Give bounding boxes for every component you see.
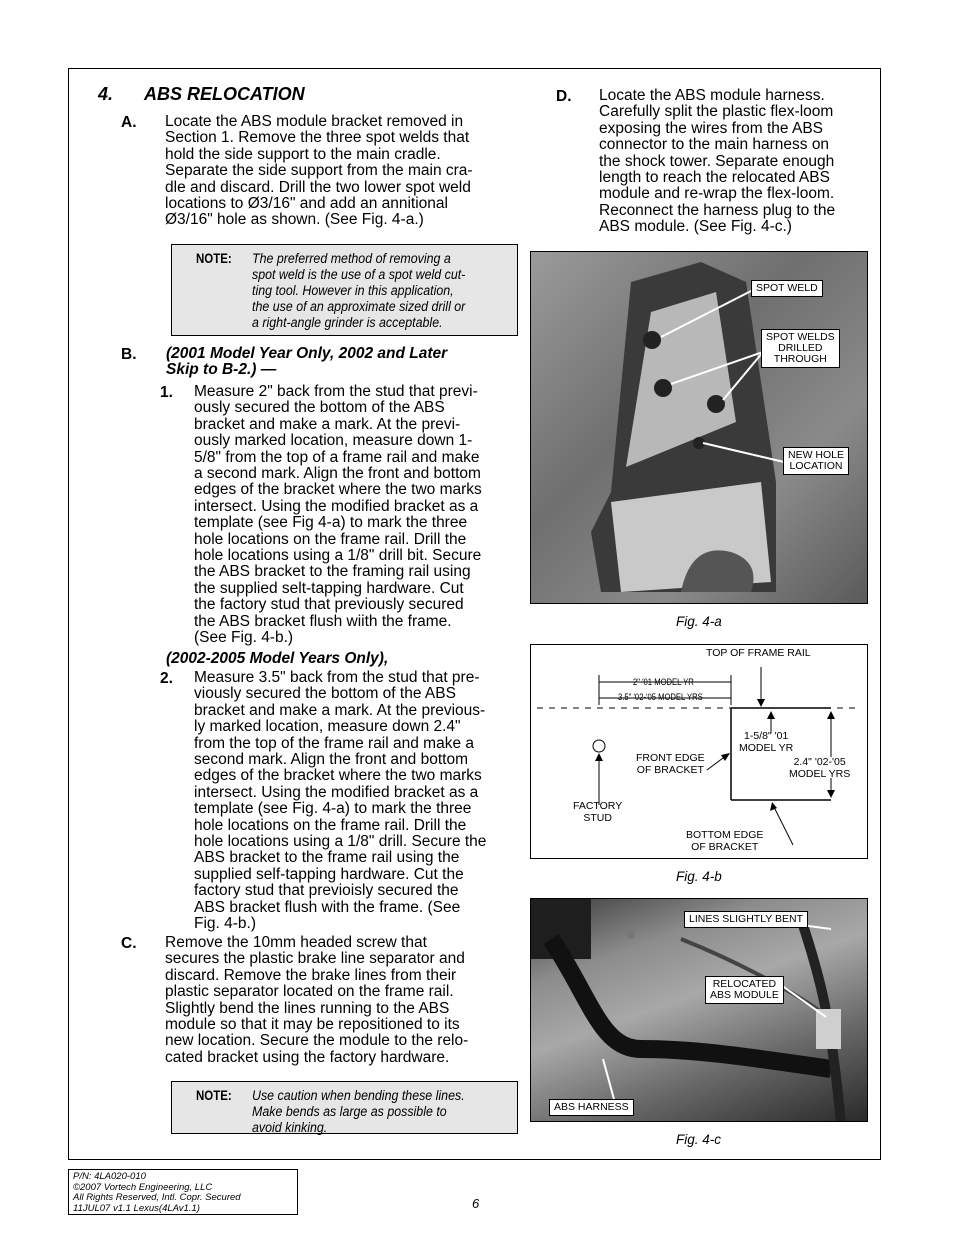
engine-bay-illustration — [531, 899, 868, 1122]
step-a-text: Locate the ABS module bracket removed in Section 1. Remove the three spot welds that hold the side support to the main cradle. Separate the side support from the main cra- dle and discard. Drill the two lower spot weld locations to Ø3/16" and add an annitional Ø3/16" hole as shown. (See Fig. 4-a.) — [165, 113, 473, 229]
callout-abs-harness: ABS HARNESS — [549, 1099, 634, 1116]
step-c-label: C. — [121, 935, 137, 952]
label-front-edge: FRONT EDGE OF BRACKET — [636, 752, 705, 776]
note-box-1 — [171, 244, 518, 336]
drilled-hole-1 — [654, 379, 672, 397]
step-a-label: A. — [121, 114, 137, 131]
label-top-of-frame-rail: TOP OF FRAME RAIL — [706, 647, 811, 659]
section-title-text: ABS RELOCATION — [144, 84, 305, 104]
section-title — [98, 84, 305, 105]
fig-4a-photo — [530, 251, 868, 604]
step-b2-text: Measure 3.5" back from the stud that pre- viously secured the bottom of the ABS bracket and make a mark. At the previous- ly marked location, measure down 2.4" from the top of the frame rail and make a second mark. Align the front and bottom edges of the bracket where the two marks intersect. Using the modified bracket as a template (see Fig. 4-a) to mark the three hole locations on the frame rail. Drill the hole locations using a 1/8" drill. Secure the ABS bracket to the frame rail using the supplied self-tapping hardware. Cut the factory stud that previoisly secured the ABS bracket flush with the frame. (See Fig. 4-b.) — [194, 669, 487, 933]
fig-4b-caption: Fig. 4-b — [676, 869, 722, 884]
section-number: 4. — [98, 84, 114, 104]
label-drop-01: 1-5/8" '01 MODEL YR — [739, 730, 794, 754]
bracket-illustration — [531, 252, 868, 604]
note-box-2 — [171, 1081, 518, 1134]
step-d-text: Locate the ABS module harness. Carefully split the plastic flex-loom exposing the wires from the ABS connector to the main harness on the shock tower. Separate enough length to reach the relocated ABS module and re-wrap the flex-loom. Reconnect the harness plug to the ABS module. (See Fig. 4-c.) — [599, 87, 836, 236]
fig-4a-caption: Fig. 4-a — [676, 614, 722, 629]
step-b-subheading: (2002-2005 Model Years Only), — [166, 650, 389, 667]
step-c-text: Remove the 10mm headed screw that secures the plastic brake line separator and discard. Remove the brake lines from their plastic separator located on the frame rail. Slightly bend the lines running to the ABS module so that it may be repositioned to its new location. Secure the module to the relo- cated bracket using the factory hardware. — [165, 934, 469, 1066]
abs-harness-loom — [551, 939, 831, 1069]
callout-lines-bent: LINES SLIGHTLY BENT — [684, 911, 808, 928]
callout-spot-welds-drilled: SPOT WELDS DRILLED THROUGH — [761, 329, 840, 368]
note-1-text: The preferred method of removing a spot weld is the use of a spot weld cut- ting tool. However in this application, the use of an approximate sized drill or a right-angle grinder is acceptable. — [252, 251, 466, 330]
page-number: 6 — [472, 1196, 480, 1211]
callout-spot-weld: SPOT WELD — [751, 280, 823, 297]
callout-new-hole: NEW HOLE LOCATION — [783, 447, 849, 475]
note-2-text: Use caution when bending these lines. Make bends as large as possible to avoid kinking. — [252, 1088, 465, 1135]
label-bottom-edge: BOTTOM EDGE OF BRACKET — [686, 829, 764, 853]
fig-4c-caption: Fig. 4-c — [676, 1132, 722, 1147]
callout-relocated-module: RELOCATED ABS MODULE — [705, 976, 784, 1004]
step-b2-label: 2. — [160, 670, 173, 687]
label-drop-02-05: 2.4" '02-'05 MODEL YRS — [789, 756, 851, 780]
abs-module — [816, 1009, 841, 1049]
label-factory-stud: FACTORY STUD — [573, 800, 623, 824]
step-b-heading: (2001 Model Year Only, 2002 and Later Skip to B-2.) — — [166, 345, 448, 379]
step-d-label: D. — [556, 88, 572, 105]
note-1-label: NOTE: — [196, 251, 232, 266]
footer-info: P/N: 4LA020-010 ©2007 Vortech Engineering, LLC All Rights Reserved, Intl. Copr. Secured 11JUL07 v1.1 Lexus(4LAv1.1) — [68, 1169, 298, 1215]
note-2-label: NOTE: — [196, 1088, 232, 1103]
step-b-label: B. — [121, 346, 137, 363]
spot-weld-hole — [643, 331, 661, 349]
step-b1-label: 1. — [160, 384, 173, 401]
drilled-hole-2 — [707, 395, 725, 413]
fig-4b-diagram — [530, 644, 868, 859]
step-b1-text: Measure 2" back from the stud that previ- ously secured the bottom of the ABS bracket and make a mark. At the previ- ously marked location, measure down 1- 5/8" from the top of a frame rail and make a second mark. Align the front and bottom edges of the bracket where the two marks intersect. Using the modified bracket as a template (see Fig 4-a) to mark the three hole locations on the frame rail. Drill the hole locations using a 1/8" drill bit. Secure the ABS bracket to the framing rail using the supplied selt-tapping hardware. Cut the factory stud that previously secured the ABS bracket flush wiith the frame. (See Fig. 4-b.) — [194, 383, 482, 647]
fig-4c-photo — [530, 898, 868, 1122]
label-dim-02-05: 3.5" '02-'05 MODEL YRS — [618, 692, 703, 702]
label-dim-01: 2" '01 MODEL YR — [633, 677, 694, 687]
